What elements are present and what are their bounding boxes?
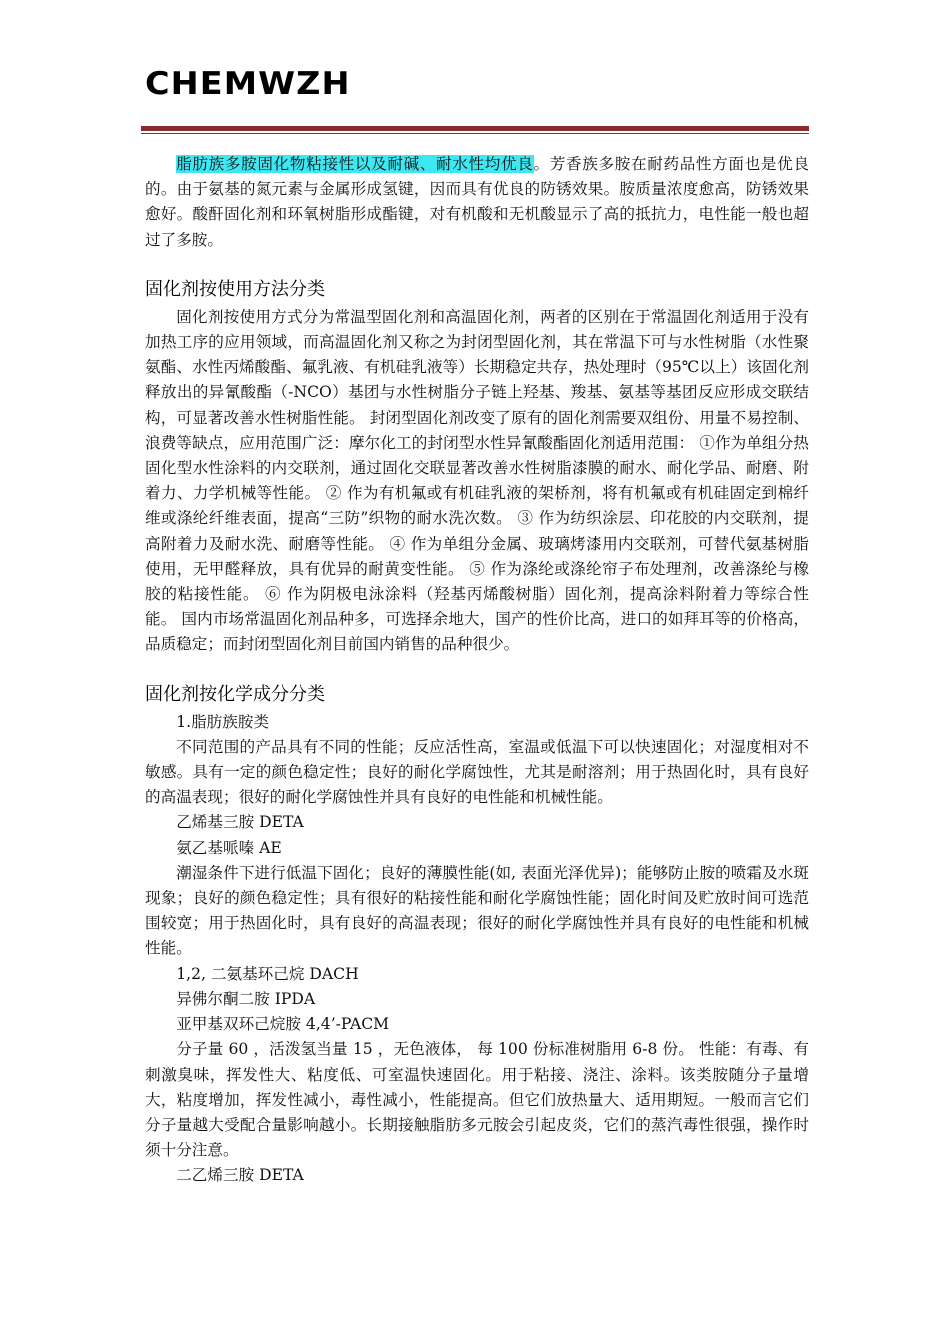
aliphatic-paragraph-1: 不同范围的产品具有不同的性能；反应活性高，室温或低温下可以快速固化；对湿度相对不敏感。具有一定的颜色稳定性；良好的耐化学腐蚀性，尤其是耐溶剂；用于热固化时，具有良好的高温表现；很好的耐化学腐蚀性并具有良好的电性能和机械性能。 [145,737,809,807]
list-item: 二乙烯三胺 DETA [176,1166,304,1185]
section-heading-usage: 固化剂按使用方法分类 [145,278,325,300]
aliphatic-paragraph-3: 分子量 60 ，活泼氢当量 15 ，无色液体， 每 100 份标准树脂用 6-8 份。 性能：有毒、有刺激臭味，挥发性大、粘度低、可室温快速固化。用于粘接、浇注、涂料。该类胺随分子量增大，粘度增加，挥发性减小，毒性减小，性能提高。但它们放热量大、适用期短。一般而言它们分子量越大受配合量影响越小。长期接触脂肪多元胺会引起皮炎，它们的蒸汽毒性很强，操作时须十分注意。 [145,1040,809,1160]
section-heading-chemical: 固化剂按化学成分分类 [145,683,325,705]
header-divider [141,126,809,131]
header-divider-thin [141,133,809,134]
intro-text: 。芳香族多胺在耐药品性方面也是优良的。由于氨基的氮元素与金属形成氢键，因而具有优良的防锈效果。胺质量浓度愈高，防锈效果愈好。酸酐固化剂和环氧树脂形成酯键，对有机酸和无机酸显示了高的抵抗力，电性能一般也超过了多胺。 [145,155,809,249]
list-item: 氨乙基哌嗪 AE [176,838,282,857]
list-item: 亚甲基双环己烷胺 4,4’-PACM [176,1015,390,1034]
list-item: 异佛尔酮二胺 IPDA [176,989,316,1008]
subheading-aliphatic-amines: 1.脂肪族胺类 [176,712,270,731]
intro-paragraph [145,152,809,253]
brand-logo: CHEMWZH [145,66,351,102]
document-body [145,152,809,1189]
aliphatic-paragraph-2: 潮湿条件下进行低温下固化；良好的薄膜性能(如, 表面光泽优异)；能够防止胺的喷霜及水斑现象；良好的颜色稳定性；具有很好的粘接性能和耐化学腐蚀性能；固化时间及贮放时间可选范围较宽；用于热固化时，具有良好的高温表现；很好的耐化学腐蚀性并具有良好的电性能和机械性能。 [145,863,809,958]
usage-paragraph: 固化剂按使用方式分为常温型固化剂和高温固化剂，两者的区别在于常温固化剂适用于没有加热工序的应用领域，而高温固化剂又称之为封闭型固化剂，其在常温下可与水性树脂（水性聚氨酯、水性丙烯酸酯、氟乳液、有机硅乳液等）长期稳定共存，热处理时（95℃以上）该固化剂释放出的异氰酸酯（-NCO）基团与水性树脂分子链上羟基、羧基、氨基等基团反应形成交联结构，可显著改善水性树脂性能。 封闭型固化剂改变了原有的固化剂需要双组份、用量不易控制、浪费等缺点，应用范围广泛：摩尔化工的封闭型水性异氰酸酯固化剂适用范围： ①作为单组分热固化型水性涂料的内交联剂，通过固化交联显著改善水性树脂漆膜的耐水、耐化学品、耐磨、附着力、力学机械等性能。 ② 作为有机氟或有机硅乳液的架桥剂，将有机氟或有机硅固定到棉纤维或涤纶纤维表面，提高“三防”织物的耐水洗次数。 ③ 作为纺织涂层、印花胶的内交联剂，提高附着力及耐水洗、耐磨等性能。 ④ 作为单组分金属、玻璃烤漆用内交联剂，可替代氨基树脂使用，无甲醛释放，具有优异的耐黄变性能。 ⑤ 作为涤纶或涤纶帘子布处理剂，改善涤纶与橡胶的粘接性能。 ⑥ 作为阴极电泳涂料（羟基丙烯酸树脂）固化剂，提高涂料附着力等综合性能。 国内市场常温固化剂品种多，可选择余地大，国产的性价比高，进口的如拜耳等的价格高，品质稳定；而封闭型固化剂目前国内销售的品种很少。 [145,307,809,654]
highlighted-text: 脂肪族多胺固化物粘接性以及耐碱、耐水性均优良 [176,155,534,173]
list-item: 乙烯基三胺 DETA [176,813,304,832]
list-item: 1,2, 二氨基环己烷 DACH [176,964,359,983]
